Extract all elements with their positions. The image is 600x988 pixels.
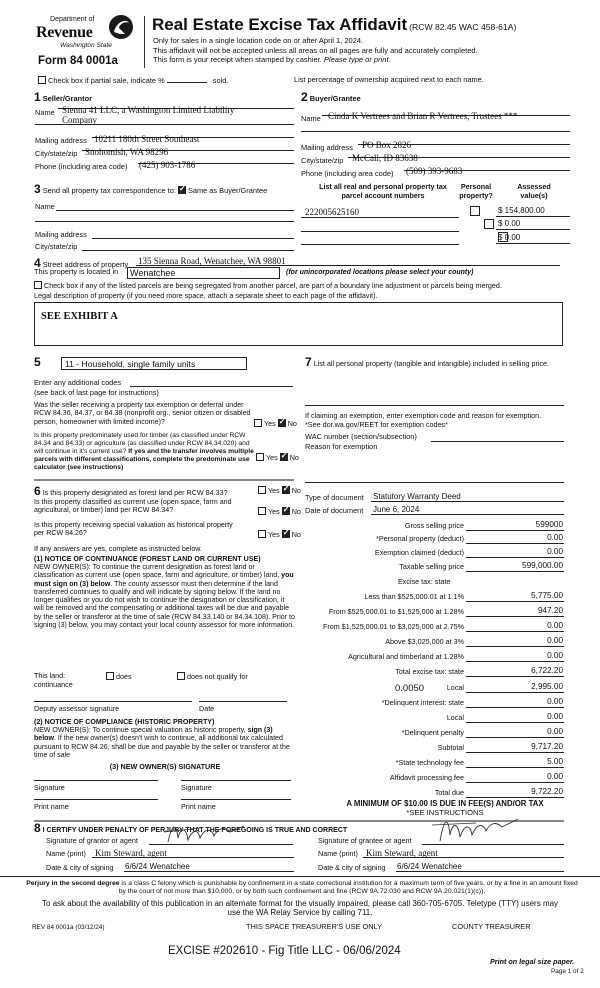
personal-property-checkbox-1[interactable]: [470, 206, 480, 216]
total-due-value[interactable]: 9,722.20: [480, 787, 564, 798]
grantor-name-field[interactable]: Kim Steward, agent: [95, 848, 167, 858]
notice-3: This form is your receipt when stamped by cashier. Please type or print.: [153, 55, 391, 65]
doc-date-field[interactable]: June 6, 2024: [373, 505, 420, 514]
forest-yes-checkbox[interactable]: [258, 486, 266, 494]
exemption-yes-checkbox[interactable]: [254, 419, 262, 427]
taxable-selling-price[interactable]: 599,000.00: [480, 561, 564, 572]
gross-label: Gross selling price: [404, 521, 464, 530]
correspondence-heading: 3 Send all property tax correspondence to: ✓ Same as Buyer/Grantee: [34, 182, 267, 196]
forest-no-checkbox[interactable]: [282, 486, 290, 494]
buyer-name-label: Name: [301, 114, 321, 123]
does-qualify-checkbox[interactable]: [106, 672, 114, 680]
tier2-value[interactable]: 947.20: [480, 606, 564, 617]
tier1-value[interactable]: 5,775.00: [480, 591, 564, 602]
buyer-city-label: City/state/zip: [301, 156, 344, 165]
located-in-select[interactable]: Wenatchee: [127, 267, 280, 279]
seller-heading: 1 Seller/Grantor: [34, 90, 93, 104]
header-notices: [153, 36, 478, 65]
partial-sale-percent-field[interactable]: [167, 75, 207, 83]
street-address-row: 4 Street address of property: [34, 256, 129, 270]
segregate-checkbox[interactable]: [34, 281, 42, 289]
additional-codes-label: Enter any additional codes: [34, 378, 122, 387]
new-owner-signature-1[interactable]: [34, 780, 158, 781]
grantee-signature-field[interactable]: [422, 844, 564, 845]
local-label: Local: [446, 683, 464, 692]
assessed-col-header: Assessed value(s): [517, 182, 551, 200]
tier1-label: Less than $525,000.01 at 1.1%: [364, 592, 464, 601]
grantor-signature-field[interactable]: [149, 844, 293, 845]
alt-format-notice: To ask about the availability of this publication in an alternate format for the visually impaired, please call 360-705-6705. Teletype (TTY) users may use the WA Relay Service by calling 711.: [41, 899, 559, 917]
exemption-yes-no: Yes ✓ No: [254, 419, 297, 429]
same-as-buyer-checkbox[interactable]: [178, 186, 186, 194]
section7-label: 7 List all personal property (tangible and intangible) included in selling price.: [305, 355, 550, 369]
tier4-label: Above $3,025,000 at 3%: [385, 637, 464, 646]
does-not-qualify-option: does not qualify for: [177, 672, 248, 682]
ag-value[interactable]: 0.00: [480, 651, 564, 662]
corr-city-field[interactable]: [82, 250, 294, 251]
tier4-value[interactable]: 0.00: [480, 636, 564, 647]
reason-field[interactable]: [305, 453, 564, 481]
current-use-yes-checkbox[interactable]: [258, 507, 266, 515]
grantee-sig-label: Signature of grantee or agent: [318, 836, 412, 845]
minimum-due-note: A MINIMUM OF $10.00 IS DUE IN FEE(S) AND/OR TAX: [346, 799, 544, 808]
washington-state-text: Washington State: [60, 42, 112, 49]
seller-mailing-label: Mailing address: [35, 136, 87, 145]
personal-col-header: Personal property?: [459, 182, 493, 200]
ag-label: Agricultural and timberland at 1.28%: [348, 652, 464, 661]
doc-type-label: Type of document: [305, 493, 364, 502]
certify-heading: 8 I CERTIFY UNDER PENALTY OF PERJURY THAT THE FOREGOING IS TRUE AND CORRECT: [34, 821, 348, 835]
continuance-label: continuance: [34, 680, 73, 689]
forest-yes-no: Yes ✓ No: [258, 486, 301, 496]
timber-yes-no: Yes ✓ No: [256, 453, 299, 463]
seller-name-label: Name: [35, 108, 55, 117]
new-owner-sig-heading: (3) NEW OWNER(S) SIGNATURE: [109, 762, 221, 771]
section5-num: 5: [34, 355, 41, 369]
partial-sale-checkbox[interactable]: [38, 76, 46, 84]
current-use-question: Is this property classified as current use (open space, farm and agricultural, or timber) land per RCW 84.34?: [34, 498, 232, 515]
assessed-value-3[interactable]: $ 0.00: [498, 233, 521, 242]
affidavit-fee-value[interactable]: 0.00: [480, 772, 564, 783]
form-title: Real Estate Excise Tax Affidavit: [152, 15, 408, 34]
reason-label: Reason for exemption: [305, 442, 378, 451]
grantee-name-label: Name (print): [318, 849, 358, 858]
page-title: [152, 15, 516, 35]
historic-yes-checkbox[interactable]: [258, 530, 266, 538]
seller-city-field[interactable]: Snohomish, WA 98296: [85, 147, 169, 157]
historic-question: Is this property receiving special valuation as historical property per RCW 84.26?: [34, 521, 233, 538]
wac-label: WAC number (section/subsection): [305, 432, 417, 441]
if-yes-note: If any answers are yes, complete as instructed below.: [34, 545, 202, 553]
timber-no-checkbox[interactable]: [280, 453, 288, 461]
rcw-reference: (RCW 82.45 WAC 458-61A): [409, 22, 517, 32]
partial-sale-row: Check box if partial sale, indicate % sold.: [38, 75, 228, 86]
signature-label-2: Signature: [181, 783, 212, 792]
buyer-mailing-label: Mailing address: [301, 143, 353, 152]
personal-property-list[interactable]: [305, 376, 564, 404]
historic-no-checkbox[interactable]: [282, 530, 290, 538]
continuance-text: NEW OWNER(S): To continue the current designation as forest land or classification as current use (open space, farm and agriculture, or timber) land, you must sign on (3) below. The county assessor must then determine if the land transferred continues to qualify and will indicate by signing below. If the land no longer qualifies or you do not wish to continue the designation or classification, it will be removed and the compensating or additional taxes will be due and payable by the seller or transferor at the time of sale (RCW 84.33.140 or 84.34.108). Prior to signing (3) below, you may contact your local county assessor for more information.: [34, 564, 295, 629]
dor-swoosh-icon: [108, 14, 134, 40]
seller-name-line2[interactable]: Company: [62, 115, 97, 125]
penalty-label: *Delinquent penalty: [401, 728, 464, 737]
buyer-phone-label: Phone (including area code): [301, 169, 394, 178]
buyer-mailing-field[interactable]: PO Box 2826: [362, 140, 412, 150]
grantee-date-label: Date & city of signing: [318, 863, 386, 872]
forest-question: 6 Is this property designated as forest land per RCW 84.33?: [34, 484, 228, 498]
affidavit-fee-label: Affidavit processing fee: [389, 773, 464, 782]
total-state-label: Total excise tax: state: [395, 667, 464, 676]
current-use-yes-no: Yes ✓ No: [258, 507, 301, 517]
local-value[interactable]: 2,995.00: [480, 682, 564, 693]
penalty-value[interactable]: 0.00: [480, 727, 564, 738]
form-number: Form 84 0001a: [38, 55, 118, 67]
additional-codes-note: (see back of last page for instructions): [34, 388, 159, 397]
deputy-date-field[interactable]: [199, 701, 287, 702]
gross-selling-price[interactable]: 599000: [480, 520, 564, 531]
current-use-no-checkbox[interactable]: [282, 507, 290, 515]
street-address-field[interactable]: 135 Sienna Road, Wenatchee, WA 98801: [138, 256, 286, 266]
continuance-heading: (1) NOTICE OF CONTINUANCE (FOREST LAND OR CURRENT USE): [34, 555, 261, 563]
dept-of-text: Department of: [50, 16, 95, 23]
personal-deduct-label: *Personal property (deduct): [376, 534, 464, 543]
this-land-label: This land:: [34, 671, 66, 680]
parcel-account-1[interactable]: 222005625160: [305, 207, 359, 217]
doc-date-label: Date of document: [305, 506, 364, 515]
signature-label-1: Signature: [34, 783, 65, 792]
buyer-heading: 2 Buyer/Grantee: [301, 90, 361, 104]
new-owner-print-1[interactable]: [34, 799, 158, 800]
deputy-signature-field[interactable]: [34, 701, 192, 702]
county-treasurer-label: COUNTY TREASURER: [452, 922, 531, 931]
delinq-local-value[interactable]: 0.00: [480, 712, 564, 723]
personal-property-checkbox-2[interactable]: [484, 219, 494, 229]
buyer-city-field[interactable]: McCall, ID 83638: [352, 153, 418, 163]
page-number: Page 1 of 2: [551, 968, 584, 975]
segregate-row: Check box if any of the listed parcels are being segregated from another parcel, are part of a boundary line adjustment or parcels being merged.: [34, 281, 502, 291]
seller-mailing-field[interactable]: 10211 180th Street Southeast: [94, 134, 200, 144]
excise-stamp: EXCISE #202610 - Fig Title LLC - 06/06/2024: [168, 945, 401, 957]
exemption-question: Was the seller receiving a property tax exemption or deferral under RCW 84.36, 84.37, or 84.38 (nonprofit org., senior citizen or disabled person, homeowner with limited income)?: [34, 401, 251, 426]
notice-2: This affidavit will not be accepted unless all areas on all pages are fully and accurately completed.: [153, 45, 478, 55]
located-in-label: This property is located in: [34, 267, 119, 276]
local-rate: 0.0050: [395, 683, 425, 694]
seller-city-label: City/state/zip: [35, 149, 78, 158]
tier2-label: From $525,000.01 to $1,525,000 at 1.28%: [328, 607, 464, 616]
total-state-value[interactable]: 6,722.20: [480, 666, 564, 677]
grantor-name-label: Name (print): [46, 849, 86, 858]
exemption-deduct-value[interactable]: 0.00: [480, 547, 564, 558]
delinq-local-label: Local: [446, 713, 464, 722]
additional-codes-field[interactable]: [130, 386, 293, 387]
taxable-label: Taxable selling price: [399, 562, 464, 571]
legal-description-text: SEE EXHIBIT A: [41, 311, 118, 322]
timber-yes-checkbox[interactable]: [256, 453, 264, 461]
wac-field[interactable]: [431, 441, 564, 442]
seller-phone-field[interactable]: (425) 903-1786: [139, 160, 196, 170]
tier3-label: From $1,525,000.01 to $3,025,000 at 2.75%: [322, 622, 464, 631]
subtotal-label: Subtotal: [437, 743, 464, 752]
new-owner-print-2[interactable]: [181, 799, 291, 800]
timber-question: Is this property predominately used for timber (as classified under RCW 84.34 and 84.33) or agriculture (as classified under RCW 84.34.020) and will continue in it's current use? If yes and the transfer involves multiple parcels with different classifications, complete the predominate use calculator (see instructions): [34, 432, 254, 471]
notice-1: Only for sales in a single location code on or after April 1, 2024.: [153, 36, 364, 45]
date-label: Date: [199, 704, 215, 713]
print-name-label-2: Print name: [181, 802, 216, 811]
corr-city-label: City/state/zip: [35, 242, 78, 251]
grantor-signature-icon: [160, 820, 250, 846]
legal-desc-label: Legal description of property (if you need more space, attach a separate sheet to each page of the affidavit).: [34, 291, 378, 300]
ownership-note: List percentage of ownership acquired next to each name.: [294, 75, 484, 84]
use-code-select[interactable]: 11 - Household, single family units: [61, 357, 247, 370]
revision-label: REV 84 0001a (03/12/24): [32, 924, 105, 931]
seller-phone-label: Phone (including area code): [35, 162, 128, 171]
grantee-signature-icon: [432, 813, 522, 845]
excise-state-heading: Excise tax: state: [398, 577, 451, 586]
grantor-date-label: Date & city of signing: [46, 863, 114, 872]
perjury-notice: Perjury in the second degree is a class C felony which is punishable by confinement in a state correctional institution for a maximum term of five years, or by a fine in an amount fixed by the court of not more than $10,000, or by both such confinement and fine (RCW 9A.72.030 and RCW 9A.20.021(1)(c)).: [26, 880, 578, 895]
located-in-note: (for unincorporated locations please select your county): [286, 269, 474, 276]
grantee-date-field[interactable]: 6/6/24 Wenatchee: [397, 862, 462, 871]
buyer-phone-field[interactable]: (509) 393-9683: [406, 166, 463, 176]
exemption-no-checkbox[interactable]: [278, 419, 286, 427]
historic-yes-no: Yes ✓ No: [258, 530, 301, 540]
delinq-state-label: *Delinquent interest: state: [381, 698, 464, 707]
legal-paper-note: Print on legal size paper.: [490, 957, 575, 966]
treasurer-use-label: THIS SPACE TREASURER'S USE ONLY: [246, 922, 383, 931]
corr-name-field[interactable]: [56, 210, 294, 211]
corr-mailing-field[interactable]: [92, 238, 294, 239]
total-due-label: Total due: [434, 788, 464, 797]
assessed-value-1[interactable]: $ 154,800.00: [498, 206, 545, 215]
delinq-state-value[interactable]: 0.00: [480, 697, 564, 708]
seller-name-line1[interactable]: Sienna 41 LLC, a Washington Limited Liability: [62, 105, 235, 115]
tech-fee-label: *State technology fee: [395, 758, 464, 767]
buyer-name-field[interactable]: Cinda K Vertrees and Brian R Vertrees, Trustees ***: [328, 111, 518, 121]
personal-deduct-value[interactable]: 0.00: [480, 533, 564, 544]
assessed-value-2[interactable]: $ 0.00: [498, 219, 521, 228]
tier3-value[interactable]: 0.00: [480, 621, 564, 632]
revenue-text: Revenue: [36, 24, 93, 41]
grantee-name-field[interactable]: Kim Steward, agent: [366, 848, 438, 858]
exemption-deduct-label: Exemption claimed (deduct): [374, 548, 464, 557]
print-name-label-1: Print name: [34, 802, 69, 811]
compliance-text: NEW OWNER(S): To continue special valuation as historic property, sign (3) below. If the new owner(s) doesn't wish to continue, all additional tax calculated pursuant to RCW 84.26, shall be due and payable by the seller or transferor at the time of sale: [34, 727, 290, 759]
deputy-label: Deputy assessor signature: [34, 704, 120, 713]
corr-mailing-label: Mailing address: [35, 230, 87, 239]
dor-logo: [36, 14, 134, 54]
does-qualify-option: does: [106, 672, 132, 682]
grantor-sig-label: Signature of grantor or agent: [46, 836, 138, 845]
exemption-claim-label: If claiming an exemption, enter exemption code and reason for exemption. *See dor.wa.gov/REET for exemption codes*: [305, 411, 542, 429]
tech-fee-value[interactable]: 5.00: [480, 757, 564, 768]
does-not-qualify-checkbox[interactable]: [177, 672, 185, 680]
new-owner-signature-2[interactable]: [181, 780, 291, 781]
header-divider: [144, 16, 145, 68]
parcel-col-header: List all real and personal property tax parcel account numbers: [319, 182, 447, 200]
doc-type-field[interactable]: Statutory Warranty Deed: [373, 492, 461, 501]
compliance-heading: (2) NOTICE OF COMPLIANCE (HISTORIC PROPERTY): [34, 718, 215, 726]
legal-description-box[interactable]: [34, 302, 563, 346]
grantor-date-field[interactable]: 6/6/24 Wenatchee: [125, 862, 190, 871]
see-instructions-note: *SEE INSTRUCTIONS: [406, 808, 484, 817]
subtotal-value[interactable]: 9,717.20: [480, 742, 564, 753]
corr-name-label: Name: [35, 202, 55, 211]
